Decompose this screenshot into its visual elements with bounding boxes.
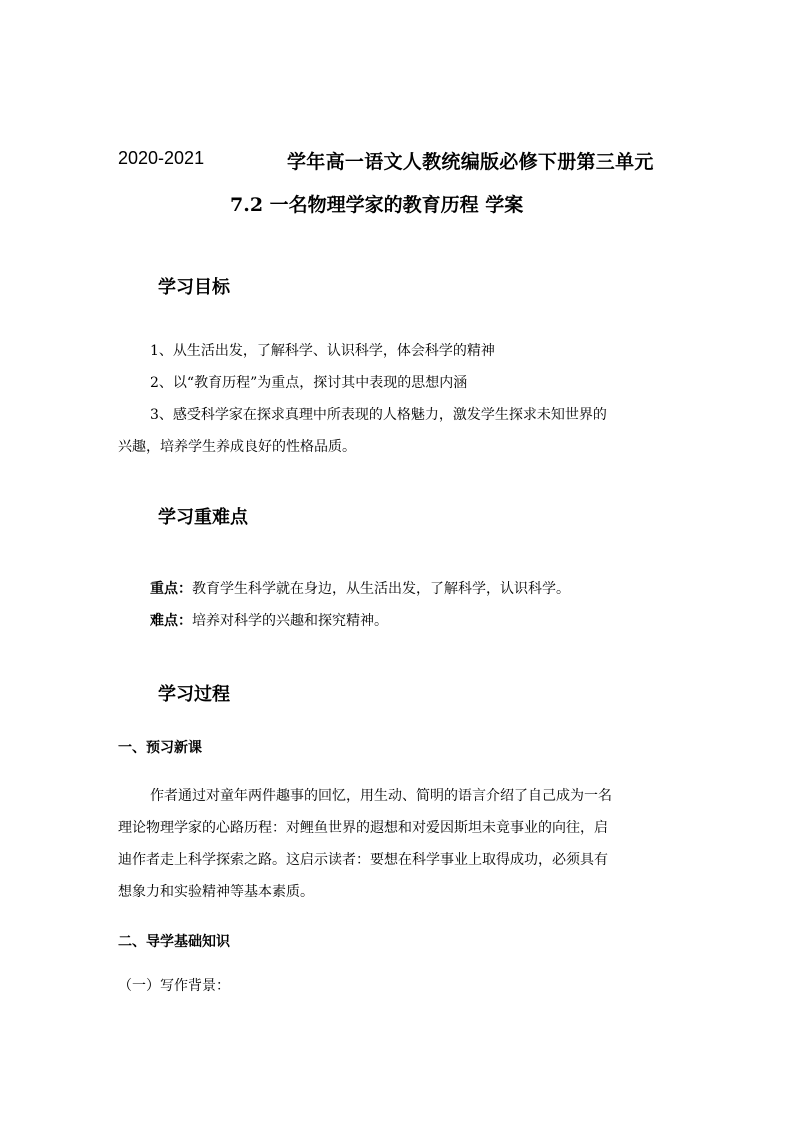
key-points-heading: 学习重难点 bbox=[158, 507, 248, 528]
section-title: 一、预习新课 bbox=[118, 740, 202, 756]
focus-text: 教育学生科学就在身边，从生活出发，了解科学，认识科学。 bbox=[192, 581, 570, 597]
document-title: 学年高一语文人教统编版必修下册第三单元 bbox=[287, 151, 654, 173]
focus-line bbox=[150, 578, 570, 600]
paragraph-line: 理论物理学家的心路历程：对鲤鱼世界的遐想和对爱因斯坦未竟事业的向往，启 bbox=[118, 820, 608, 836]
focus-label: 重点： bbox=[150, 581, 192, 597]
process-heading: 学习过程 bbox=[158, 684, 230, 705]
difficulty-text: 培养对科学的兴趣和探究精神。 bbox=[192, 613, 388, 629]
section-title: 二、导学基础知识 bbox=[118, 934, 230, 950]
document-subtitle: 7.2 一名物理学家的教育历程 学案 bbox=[230, 194, 524, 216]
paragraph-line: 作者通过对童年两件趣事的回忆，用生动、简明的语言介绍了自己成为一名 bbox=[150, 788, 612, 804]
objective-item: 2、以“教育历程”为重点，探讨其中表现的思想内涵 bbox=[150, 375, 468, 391]
objective-item: 3、感受科学家在探求真理中所表现的人格魅力，激发学生探求未知世界的 bbox=[150, 407, 607, 423]
difficulty-line bbox=[150, 610, 388, 632]
paragraph-line: 想象力和实验精神等基本素质。 bbox=[118, 884, 314, 900]
objectives-heading: 学习目标 bbox=[158, 277, 230, 298]
objective-item: 1、从生活出发，了解科学、认识科学，体会科学的精神 bbox=[150, 343, 495, 359]
subsection-title: （一）写作背景： bbox=[118, 978, 230, 994]
title-year: 2020-2021 bbox=[118, 148, 205, 168]
objective-item: 兴趣，培养学生养成良好的性格品质。 bbox=[118, 439, 356, 455]
difficulty-label: 难点： bbox=[150, 613, 192, 629]
paragraph-line: 迪作者走上科学探索之路。这启示读者：要想在科学事业上取得成功，必须具有 bbox=[118, 852, 608, 868]
